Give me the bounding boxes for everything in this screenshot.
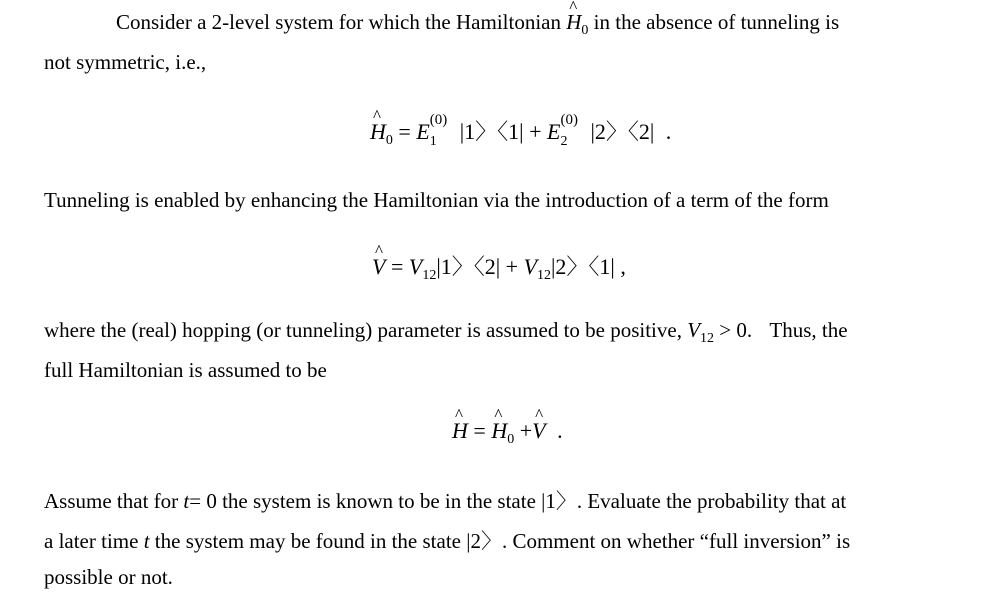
p4-d: a later time — [44, 529, 139, 553]
h0-sub: 0 — [581, 23, 589, 38]
p3-tail: Thus, the — [769, 318, 848, 342]
p1-tail: in the absence of tunneling is — [593, 10, 840, 34]
eq1-term2: |2〉〈2| — [590, 119, 655, 144]
equation-h — [452, 418, 563, 448]
p1-line2: not symmetric, i.e., — [44, 50, 207, 74]
p1-line1 — [116, 10, 839, 39]
eq1-equals: = — [398, 119, 411, 144]
p4-t0-tail: = 0 — [189, 489, 217, 513]
eq2-v2: V — [523, 254, 538, 279]
eq3-h0-sub: 0 — [507, 432, 515, 447]
eq2-term1: |1〉〈2| — [436, 254, 501, 279]
eq1-e1-scripts: (0) 1 — [429, 112, 448, 149]
p4-ket1: |1〉 — [541, 489, 577, 513]
eq1-end: . — [665, 119, 672, 144]
eq2-term2: |2〉〈1| — [551, 254, 615, 279]
equation-h0 — [370, 112, 672, 149]
eq2-end: , — [620, 254, 626, 279]
p3-cond-v: V — [687, 318, 701, 342]
eq2-equals: = — [390, 254, 404, 279]
eq3-v: ^ V — [532, 418, 545, 444]
eq1-term1: |1〉〈1| — [459, 119, 524, 144]
p2-line: Tunneling is enabled by enhancing the Hamiltonian via the introduction of a term of the form — [44, 188, 829, 212]
eq1-lhs: ^ H — [370, 119, 386, 145]
p4-e: the system may be found in the state — [154, 529, 461, 553]
p3-cond-sub: 12 — [700, 331, 715, 346]
p4-t: t — [143, 529, 150, 553]
eq3-plus: + — [519, 418, 533, 443]
eq3-equals: = — [473, 418, 486, 443]
p3-line1 — [44, 318, 848, 347]
eq2-v2-sub: 12 — [537, 268, 552, 283]
p4-t0: t — [183, 489, 190, 513]
h0-symbol: ^ H — [566, 10, 581, 35]
p1-text: Consider a 2-level system for which the Hamiltonian — [116, 10, 561, 34]
eq1-lhs-sub: 0 — [385, 133, 393, 148]
p3-text: where the (real) hopping (or tunneling) parameter is assumed to be positive, — [44, 318, 682, 342]
p4-c: . Evaluate the probability that at — [576, 489, 847, 513]
eq2-plus: + — [505, 254, 519, 279]
eq2-v1-sub: 12 — [422, 268, 437, 283]
equation-v — [372, 250, 626, 284]
eq2-v1: V — [408, 254, 423, 279]
p4-ket2: |2〉 — [466, 529, 502, 553]
eq1-e1: E — [416, 119, 430, 144]
eq3-h0: ^ H — [491, 418, 507, 444]
eq3-lhs: ^ H — [452, 418, 468, 444]
p3-cond-tail: > 0. — [719, 318, 753, 342]
p4-line1 — [44, 485, 846, 515]
p3-line2: full Hamiltonian is assumed to be — [44, 358, 327, 382]
eq2-lhs: ^ V — [372, 254, 385, 280]
eq3-end: . — [557, 418, 563, 443]
p4-f: . Comment on whether “full inversion” is — [501, 529, 851, 553]
p4-a: Assume that for — [44, 489, 179, 513]
p4-line3: possible or not. — [44, 565, 173, 589]
eq1-e2: E — [547, 119, 561, 144]
eq1-e2-scripts: (0) 2 — [560, 112, 578, 149]
p4-line2 — [44, 525, 850, 555]
p4-b: the system is known to be in the state — [222, 489, 536, 513]
eq1-plus: + — [529, 119, 542, 144]
